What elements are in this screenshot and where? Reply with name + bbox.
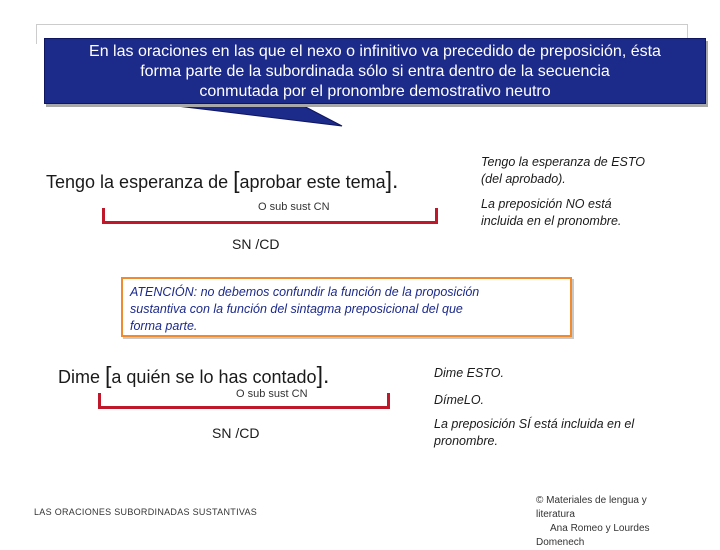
credits-line-2: literatura: [536, 509, 575, 520]
attention-line-1: ATENCIÓN: no debemos confundir la función de la proposición: [130, 285, 480, 299]
substitution-1: Dime ESTO.: [434, 366, 504, 380]
rule-text: [45, 42, 705, 102]
note-1-line-2: (del aprobado).: [481, 172, 566, 186]
attention-box: [121, 277, 572, 337]
sentence-1-lead: Tengo la esperanza de: [46, 172, 234, 192]
rule-line-3: conmutada por el pronombre demostrativo neutro: [199, 83, 551, 100]
note-2-line-2: pronombre.: [434, 434, 498, 448]
note-1-line-1: Tengo la esperanza de ESTO: [481, 155, 646, 169]
function-label-2: SN /CD: [212, 425, 260, 441]
attention-line-2: sustantiva con la función del sintagma preposicional del que: [130, 302, 463, 316]
note-1b-line-2: incluida en el pronombre.: [481, 214, 622, 228]
credits-line-1: © Materiales de lengua y: [536, 495, 647, 506]
footer-title: LAS ORACIONES SUBORDINADAS SUSTANTIVAS: [34, 507, 258, 517]
bracket-close: ].: [316, 362, 330, 388]
function-label-1: SN /CD: [232, 236, 280, 252]
sentence-2-clause: a quién se lo has contado: [111, 367, 317, 387]
attention-line-3: forma parte.: [130, 319, 198, 333]
bracket-open: [: [233, 167, 240, 193]
note-1b-line-1: La preposición NO está: [481, 197, 612, 211]
clause-bracket-2: [98, 393, 390, 409]
note-2-line-1: La preposición SÍ está incluida en el: [434, 417, 635, 431]
rule-banner: [44, 38, 706, 104]
rule-line-2: forma parte de la subordinada sólo si entra dentro de la secuencia: [140, 63, 610, 80]
sentence-1-clause: aprobar este tema: [239, 172, 386, 192]
example-sentence-1: [46, 167, 398, 194]
rule-line-1: En las oraciones en las que el nexo o infinitivo va precedido de preposición, ésta: [89, 43, 661, 60]
note-2: [434, 416, 690, 450]
substitution-2: DímeLO.: [434, 393, 485, 407]
note-1b: [481, 196, 691, 230]
credits-line-4: Domenech: [536, 537, 585, 548]
clause-bracket-1: [102, 208, 438, 224]
bracket-close: ].: [385, 167, 399, 193]
bracket-open: [: [105, 362, 112, 388]
sub-label-1: O sub sust CN: [258, 201, 330, 213]
sub-label-2: O sub sust CN: [236, 388, 308, 400]
note-1: [481, 154, 691, 188]
sentence-2-lead: Dime: [58, 367, 106, 387]
example-sentence-2: [58, 362, 329, 389]
credits-line-3: Ana Romeo y Lourdes: [550, 523, 650, 534]
footer-credits: [536, 494, 686, 550]
attention-text: [130, 284, 566, 335]
